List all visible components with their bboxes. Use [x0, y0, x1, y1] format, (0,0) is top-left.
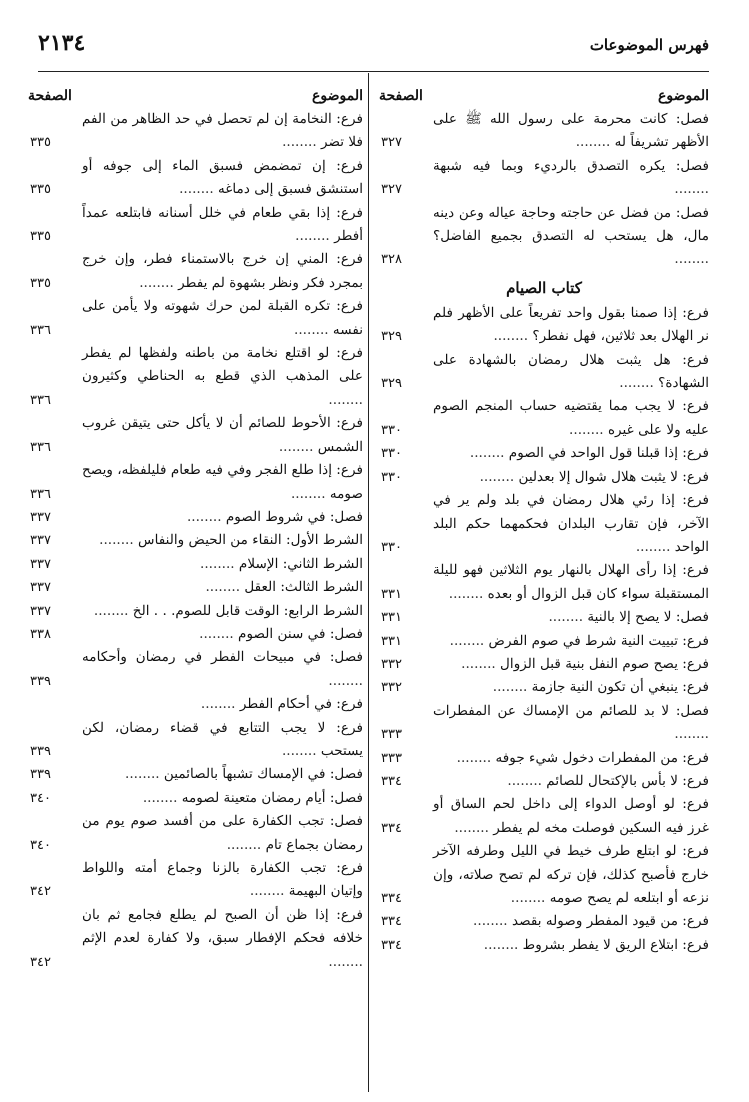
entry-title: الشرط الأول: النقاء من الحيض والنفاس	[138, 532, 363, 549]
toc-entry	[28, 763, 363, 786]
toc-entry	[28, 202, 363, 249]
leader-dots: ........	[294, 321, 333, 338]
entry-title: فصل: كانت محرمة على رسول الله ﷺ على الأظهر تشريفاً له	[433, 111, 709, 151]
entry-title: فصل: في سنن الصوم	[238, 625, 363, 642]
leader-dots: ........	[507, 772, 547, 789]
entry-title: فرع: من قيود المفطر وصوله بقصد	[511, 913, 709, 930]
entry-page: ٣٣٠	[381, 469, 402, 485]
entry-title: فرع: إذا ظن أن الصبح لم يطلع فجامع ثم بان خلافه فحكم الإفطار سبق، ولا كفارة لعدم الإثم	[82, 906, 363, 947]
entry-page: ٣٤٠	[30, 837, 51, 853]
leader-dots: ........	[142, 789, 182, 806]
toc-entry	[28, 155, 363, 202]
entry-title: فرع: النخامة إن لم تحصل في حد الظاهر من الفم فلا تضر	[82, 111, 363, 151]
entry-page: ٣٣٧	[30, 580, 51, 596]
toc-entry	[28, 600, 363, 623]
entry-page: ٣٣٤	[381, 937, 402, 953]
leader-dots: ........	[548, 609, 588, 626]
toc-entry	[379, 155, 709, 202]
entry-page: ٣٣٤	[381, 820, 402, 836]
leader-dots: ........	[328, 672, 363, 689]
entry-title: فرع: إذا رأى الهلال بالنهار يوم الثلاثين فهو لليلة المستقبلة سواء كان قبل الزوال أو بعده	[433, 562, 709, 602]
column-divider	[368, 73, 369, 1092]
entry-page: ٣٣٦	[30, 486, 51, 502]
entry-page: ٣٣٤	[381, 891, 402, 906]
left-column-header	[28, 78, 363, 108]
entry-title: فرع: يصح صوم النفل بنية قبل الزوال	[500, 655, 709, 672]
entry-title: فرع: لا بأس بالإكتحال للصائم	[546, 772, 709, 789]
leader-dots: ........	[249, 883, 289, 900]
leader-dots: ........	[461, 655, 501, 672]
leader-dots: ........	[456, 749, 496, 766]
entry-page: ٣٣٦	[30, 322, 51, 338]
entry-page: ٣٣٥	[30, 182, 51, 198]
entry-title: فرع: لا يجب التتابع في قضاء رمضان، لكن يستحب	[82, 719, 363, 759]
toc-entry	[28, 553, 363, 576]
entry-page: ٣٣٠	[381, 446, 402, 462]
toc-entry	[28, 646, 363, 693]
entry-page: ٣٣٩	[30, 743, 51, 759]
entry-page: ٣٤٠	[30, 790, 51, 806]
section-title: كتاب الصيام	[506, 278, 582, 297]
entry-title: فرع: تبييت النية شرط في صوم الفرض	[488, 632, 709, 649]
entry-title: الشرط الثاني: الإسلام	[238, 555, 363, 572]
right-column	[379, 78, 709, 957]
right-entries-before	[379, 108, 709, 272]
running-title: فهرس الموضوعات	[589, 36, 709, 54]
entry-title: فصل: أيام رمضان متعينة لصومه	[181, 789, 363, 806]
entry-title: فرع: إذا صمنا بقول واحد تفريعاً على الأظهر فلم نر الهلال بعد ثلاثين، فهل نفطر؟	[433, 304, 709, 345]
right-column-header	[379, 78, 709, 108]
entry-page: ٣٣٩	[30, 767, 51, 783]
entry-title: فرع: تكره القبلة لمن حرك شهوته ولا يأمن على نفسه	[82, 298, 363, 338]
entry-title: فرع: لا يجب مما يقتضيه حساب المنجم الصوم عليه ولا على غيره	[433, 398, 709, 438]
toc-entry	[28, 506, 363, 529]
toc-entry	[379, 202, 709, 272]
entry-page: ٣٣٣	[381, 727, 402, 743]
leader-dots: ........	[199, 625, 239, 642]
entry-page: ٣٣٤	[381, 914, 402, 930]
toc-entry	[379, 840, 709, 910]
entry-page: ٣٢٩	[381, 376, 402, 392]
leader-dots: ........	[674, 251, 709, 268]
toc-entry	[379, 108, 709, 155]
entry-title: فرع: من المفطرات دخول شيء جوفه	[495, 749, 709, 766]
leader-dots: ........	[328, 953, 363, 970]
entry-title: فصل: في شروط الصوم	[225, 508, 363, 525]
page-header-label: الصفحة	[379, 88, 423, 104]
toc-entry	[379, 653, 709, 676]
entry-page: ٣٣٦	[30, 392, 51, 408]
entry-page: ٣٣٧	[30, 556, 51, 572]
toc-entry	[28, 904, 363, 974]
entry-title: فصل: من فضل عن حاجته وحاجة عياله وعن دينه مال، هل يستحب له التصدق بجميع الفاضل؟	[433, 204, 709, 245]
entry-title: فرع: في أحكام الفطر	[239, 696, 363, 713]
toc-entry	[28, 857, 363, 904]
leader-dots: ........	[493, 328, 533, 345]
entry-page: ٣٣٩	[30, 673, 51, 689]
entry-page: ٣٣٠	[381, 422, 402, 438]
toc-entry	[28, 459, 363, 506]
page-header	[38, 30, 709, 58]
entry-title: الشرط الثالث: العقل	[244, 579, 363, 596]
page-number: ٢١٣٤	[38, 30, 86, 56]
leader-dots: ........	[619, 375, 659, 392]
toc-entry	[379, 676, 709, 699]
leader-dots: ........	[449, 632, 489, 649]
entry-page: ٣٣٠	[381, 539, 402, 555]
toc-entry	[28, 576, 363, 599]
entry-page: ٣٣٧	[30, 603, 51, 619]
entry-title: الشرط الرابع: الوقت قابل للصوم. . . الخ	[132, 602, 363, 619]
entry-title: فرع: لو اقتلع نخامة من باطنه ولفظها لم يفطر على المذهب الذي قطع به الحناطي وكثيرون	[82, 345, 363, 385]
toc-entry	[28, 693, 363, 716]
entry-title: فرع: إذا بقي طعام في خلل أسنانه فابتلعه عمداً أفطر	[82, 204, 363, 245]
leader-dots: ........	[278, 438, 318, 455]
entry-title: فرع: تجب الكفارة بالزنا وجماع أمته واللواط وإتيان البهيمة	[82, 860, 363, 900]
entry-page: ٣٣١	[381, 586, 402, 602]
toc-entry	[379, 395, 709, 442]
leader-dots: ........	[290, 485, 330, 502]
entry-page: ٣٣٥	[30, 135, 51, 151]
toc-entry	[379, 770, 709, 793]
entry-page: ٣٣٧	[30, 533, 51, 549]
leader-dots: ........	[125, 766, 164, 783]
toc-entry	[379, 489, 709, 559]
entry-title: فصل: تجب الكفارة على من أفسد صوم يوم من رمضان بجماع تام	[82, 813, 363, 853]
leader-dots: ........	[674, 181, 709, 198]
leader-dots: ........	[510, 890, 550, 906]
leader-dots: ........	[492, 679, 532, 696]
leader-dots: ........	[200, 555, 239, 572]
entry-title: فرع: المني إن خرج بالاستمناء فطر، وإن خرج بمجرد فكر ونظر بشهوة لم يفطر	[82, 251, 363, 291]
leader-dots: ........	[674, 726, 709, 743]
page-header-label: الصفحة	[28, 88, 72, 104]
toc-entry	[28, 529, 363, 552]
entry-title: فصل: لا بد للصائم من الإمساك عن المفطرات	[433, 702, 709, 719]
entry-page: ٣٤٢	[30, 884, 51, 900]
leader-dots: ........	[99, 532, 139, 549]
entry-title: فصل: في مبيحات الفطر في رمضان وأحكامه	[82, 649, 363, 666]
leader-dots: ........	[635, 538, 675, 555]
entry-page: ٣٢٧	[381, 182, 402, 198]
leader-dots: ........	[328, 391, 363, 408]
toc-entry	[28, 295, 363, 342]
leader-dots: ........	[281, 742, 321, 759]
topic-header: الموضوع	[658, 88, 709, 104]
toc-entry	[28, 787, 363, 810]
leader-dots: ........	[448, 585, 488, 602]
toc-entry	[28, 810, 363, 857]
entry-title: فرع: ابتلاع الريق لا يفطر بشروط	[522, 936, 709, 953]
leader-dots: ........	[205, 579, 245, 596]
leader-dots: ........	[575, 134, 615, 151]
right-entries-after	[379, 302, 709, 957]
toc-entry	[379, 747, 709, 770]
toc-entry	[379, 302, 709, 349]
entry-title: فرع: إذا رئي هلال رمضان في بلد ولم ير في الآخر، فإن تقارب البلدان فحكمهما حكم البلد الواحد	[433, 492, 709, 555]
entry-page: ٣٣٣	[381, 750, 402, 766]
leader-dots: ........	[473, 913, 512, 930]
entry-page: ٣٣٢	[381, 680, 402, 696]
toc-entry	[28, 108, 363, 155]
leader-dots: ........	[179, 181, 218, 198]
left-entries	[28, 108, 363, 974]
entry-title: فصل: في الإمساك تشبهاً بالصائمين	[163, 766, 363, 783]
leader-dots: ........	[469, 445, 509, 462]
entry-title: فرع: إن تمضمض فسبق الماء إلى جوفه أو استنشق فسبق إلى دماغه	[82, 157, 363, 198]
entry-page: ٣٢٩	[381, 329, 402, 345]
entry-page: ٣٣٥	[30, 229, 51, 245]
entry-page: ٣٣١	[381, 633, 402, 649]
entry-title: فصل: لا يصح إلا بالنية	[587, 609, 709, 626]
toc-entry	[28, 717, 363, 764]
entry-page: ٣٣٧	[30, 509, 51, 525]
toc-entry	[28, 248, 363, 295]
entry-title: فرع: الأحوط للصائم أن لا يأكل حتى يتيقن غروب الشمس	[82, 415, 363, 455]
toc-entry	[379, 630, 709, 653]
entry-page: ٣٣٨	[30, 626, 51, 642]
toc-entry	[379, 910, 709, 933]
entry-title: فرع: لو أوصل الدواء إلى داخل لحم الساق أو غرز فيه السكين فوصلت مخه لم يفطر	[433, 796, 709, 836]
toc-entry	[379, 466, 709, 489]
toc-entry	[379, 700, 709, 747]
entry-page: ٣٢٧	[381, 135, 402, 151]
entry-page: ٣٣٤	[381, 773, 402, 789]
entry-page: ٣٣٥	[30, 275, 51, 291]
entry-page: ٣٣٢	[381, 656, 402, 672]
entry-title: فصل: يكره التصدق بالرديء وبما فيه شبهة	[433, 157, 709, 174]
leader-dots: ........	[93, 602, 133, 619]
toc-entry	[379, 606, 709, 629]
toc-entry	[379, 442, 709, 465]
leader-dots: ........	[139, 274, 179, 291]
toc-entry	[28, 342, 363, 412]
entry-page: ٣٤٢	[30, 954, 51, 970]
entry-title: فرع: هل يثبت هلال رمضان بالشهادة على الشهادة؟	[433, 351, 709, 392]
entry-title: فرع: لو ابتلع طرف خيط في الليل وطرفه الآخر خارج فأصبح كذلك، فإن تركه لم تصح صلاته، وإن نزعه أو ابتلعه لم يصح صومه	[433, 843, 709, 906]
toc-entry	[379, 934, 709, 957]
toc-entry	[379, 349, 709, 396]
left-column	[28, 78, 363, 974]
leader-dots: ........	[200, 696, 240, 713]
topic-header: الموضوع	[312, 88, 363, 104]
entry-page: ٣٣٦	[30, 439, 51, 455]
entry-page: ٣٣١	[381, 610, 402, 626]
leader-dots: ........	[282, 134, 321, 151]
leader-dots: ........	[483, 936, 523, 953]
leader-dots: ........	[454, 819, 494, 836]
toc-entry	[28, 412, 363, 459]
entry-title: فرع: ينبغي أن تكون النية جازمة	[531, 679, 709, 696]
leader-dots: ........	[569, 421, 608, 438]
leader-dots: ........	[479, 468, 519, 485]
entry-title: فرع: لا يثبت هلال شوال إلا بعدلين	[518, 468, 709, 485]
toc-entry	[28, 623, 363, 646]
toc-entry	[379, 559, 709, 606]
header-rule	[38, 71, 709, 72]
leader-dots: ........	[226, 836, 266, 853]
entry-page: ٣٢٨	[381, 252, 402, 268]
toc-entry	[379, 793, 709, 840]
leader-dots: ........	[295, 228, 335, 245]
leader-dots: ........	[186, 508, 226, 525]
entry-title: فرع: إذا قبلنا قول الواحد في الصوم	[508, 445, 709, 462]
entry-title: فرع: إذا طلع الفجر وفي فيه طعام فليلفظه، ويصح صومه	[82, 462, 363, 502]
